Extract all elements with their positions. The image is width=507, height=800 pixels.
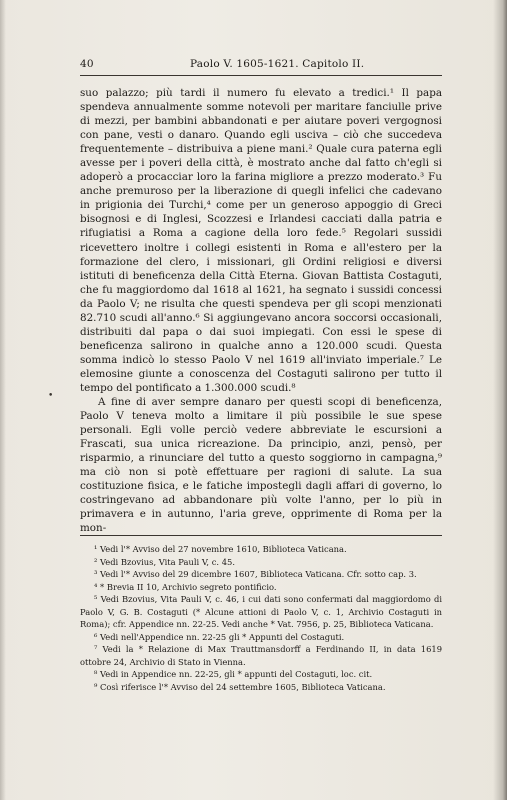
running-header xyxy=(80,58,440,74)
footnote-2: ² Vedi Bzovius, Vita Pauli V, c. 45. xyxy=(94,556,235,567)
header-rule xyxy=(80,75,442,76)
footnote-6: ⁶ Vedi nell'Appendice nn. 22-25 gli * Appunti del Costaguti. xyxy=(94,631,345,642)
paragraph-2: A fine di aver sempre danaro per questi scopi di beneficenza, Paolo V teneva molto a limitare il più possibile le sue spese personali. Egli volle perciò vedere abbreviate le escursioni a Frascati, sua unica ricreazione. Da principio, anzi, pensò, per risparmio, a rinunciare del tutto a questo soggiorno in campagna,⁹ ma ciò non si potè effettuare per ragioni di salute. La sua costituzione fisica, e le fatiche impostegli dagli affari di governo, lo costringevano ad abbandonare più volte l'anno, per lo più in primavera e in autunno, l'aria greve, opprimente di Roma per la mon- xyxy=(80,396,442,535)
gutter-shadow xyxy=(0,0,6,800)
footnote-4: ⁴ * Brevia II 10, Archivio segreto pontificio. xyxy=(94,581,277,592)
page-number: 40 xyxy=(80,58,94,70)
page-edge-shadow xyxy=(493,0,507,800)
footnote-rule xyxy=(80,535,442,536)
paragraph-1: suo palazzo; più tardi il numero fu elevato a tredici.¹ Il papa spendeva annualmente somme notevoli per maritare fanciulle prive di mezzi, per bambini abbandonati e per aiutare poveri vergognosi con pane, vesti o danaro. Quando egli usciva – ciò che succedeva frequentemente – distribuiva a piene mani.² Quale cura paterna egli avesse per i poveri della città, è mostrato anche dal fatto ch'egli si adoperò a procacciar loro la farina migliore a prezzo moderato.³ Fu anche premuroso per la liberazione di quegli infelici che cadevano in prigionia dei Turchi,⁴ come per un generoso appoggio di Greci bisognosi e di Inglesi, Scozzesi e Irlandesi cacciati dalla patria e rifugiatisi a Roma a cagione della loro fede.⁵ Regolari sussidi ricevettero inoltre i collegi esistenti in Roma e all'estero per la formazione del clero, i missionari, gli Ordini religiosi e diversi istituti di beneficenza della Città Eterna. Giovan Battista Costaguti, che fu maggiordomo dal 1618 al 1621, ha segnato i sussidi concessi da Paolo V; ne risulta che questi spendeva per gli scopi menzionati 82.710 scudi all'anno.⁶ Si aggiungevano ancora soccorsi occasionali, distribuiti dal papa o dai suoi impiegati. Con essi le spese di beneficenza salirono in qualche anno a 120.000 scudi. Questa somma indicò lo stesso Paolo V nel 1619 all'inviato imperiale.⁷ Le elemosine giunte a conoscenza del Costaguti salirono per tutto il tempo del pontificato a 1.300.000 scudi.⁸ xyxy=(80,87,442,394)
footnote-3: ³ Vedi l'* Avviso del 29 dicembre 1607, Biblioteca Vaticana. Cfr. sotto cap. 3. xyxy=(94,569,417,580)
footnote-9: ⁹ Così riferisce l'* Avviso del 24 settembre 1605, Biblioteca Vaticana. xyxy=(94,682,386,693)
footnote-5: ⁵ Vedi Bzovius, Vita Pauli V, c. 46, i cui dati sono confermati dal maggiordomo di Paolo V, G. B. Costaguti (* Alcune attioni di Paolo V, c. 1, Archivio Costaguti in Roma); cfr. Appendice nn. 22-25. Vedi anche * Vat. 7956, p. 25, Biblioteca Vaticana. xyxy=(80,594,442,630)
main-text xyxy=(80,86,442,536)
footnote-8: ⁸ Vedi in Appendice nn. 22-25, gli * appunti del Costaguti, loc. cit. xyxy=(94,669,373,680)
running-title: Paolo V. 1605-1621. Capitolo II. xyxy=(190,58,365,70)
footnotes xyxy=(80,543,442,694)
margin-mark: • xyxy=(48,391,54,401)
footnote-1: ¹ Vedi l'* Avviso del 27 novembre 1610, Biblioteca Vaticana. xyxy=(94,544,347,554)
footnote-7: ⁷ Vedi la * Relazione di Max Trauttmansdorff a Ferdinando II, in data 1619 ottobre 24, Archivio di Stato in Vienna. xyxy=(80,644,442,667)
